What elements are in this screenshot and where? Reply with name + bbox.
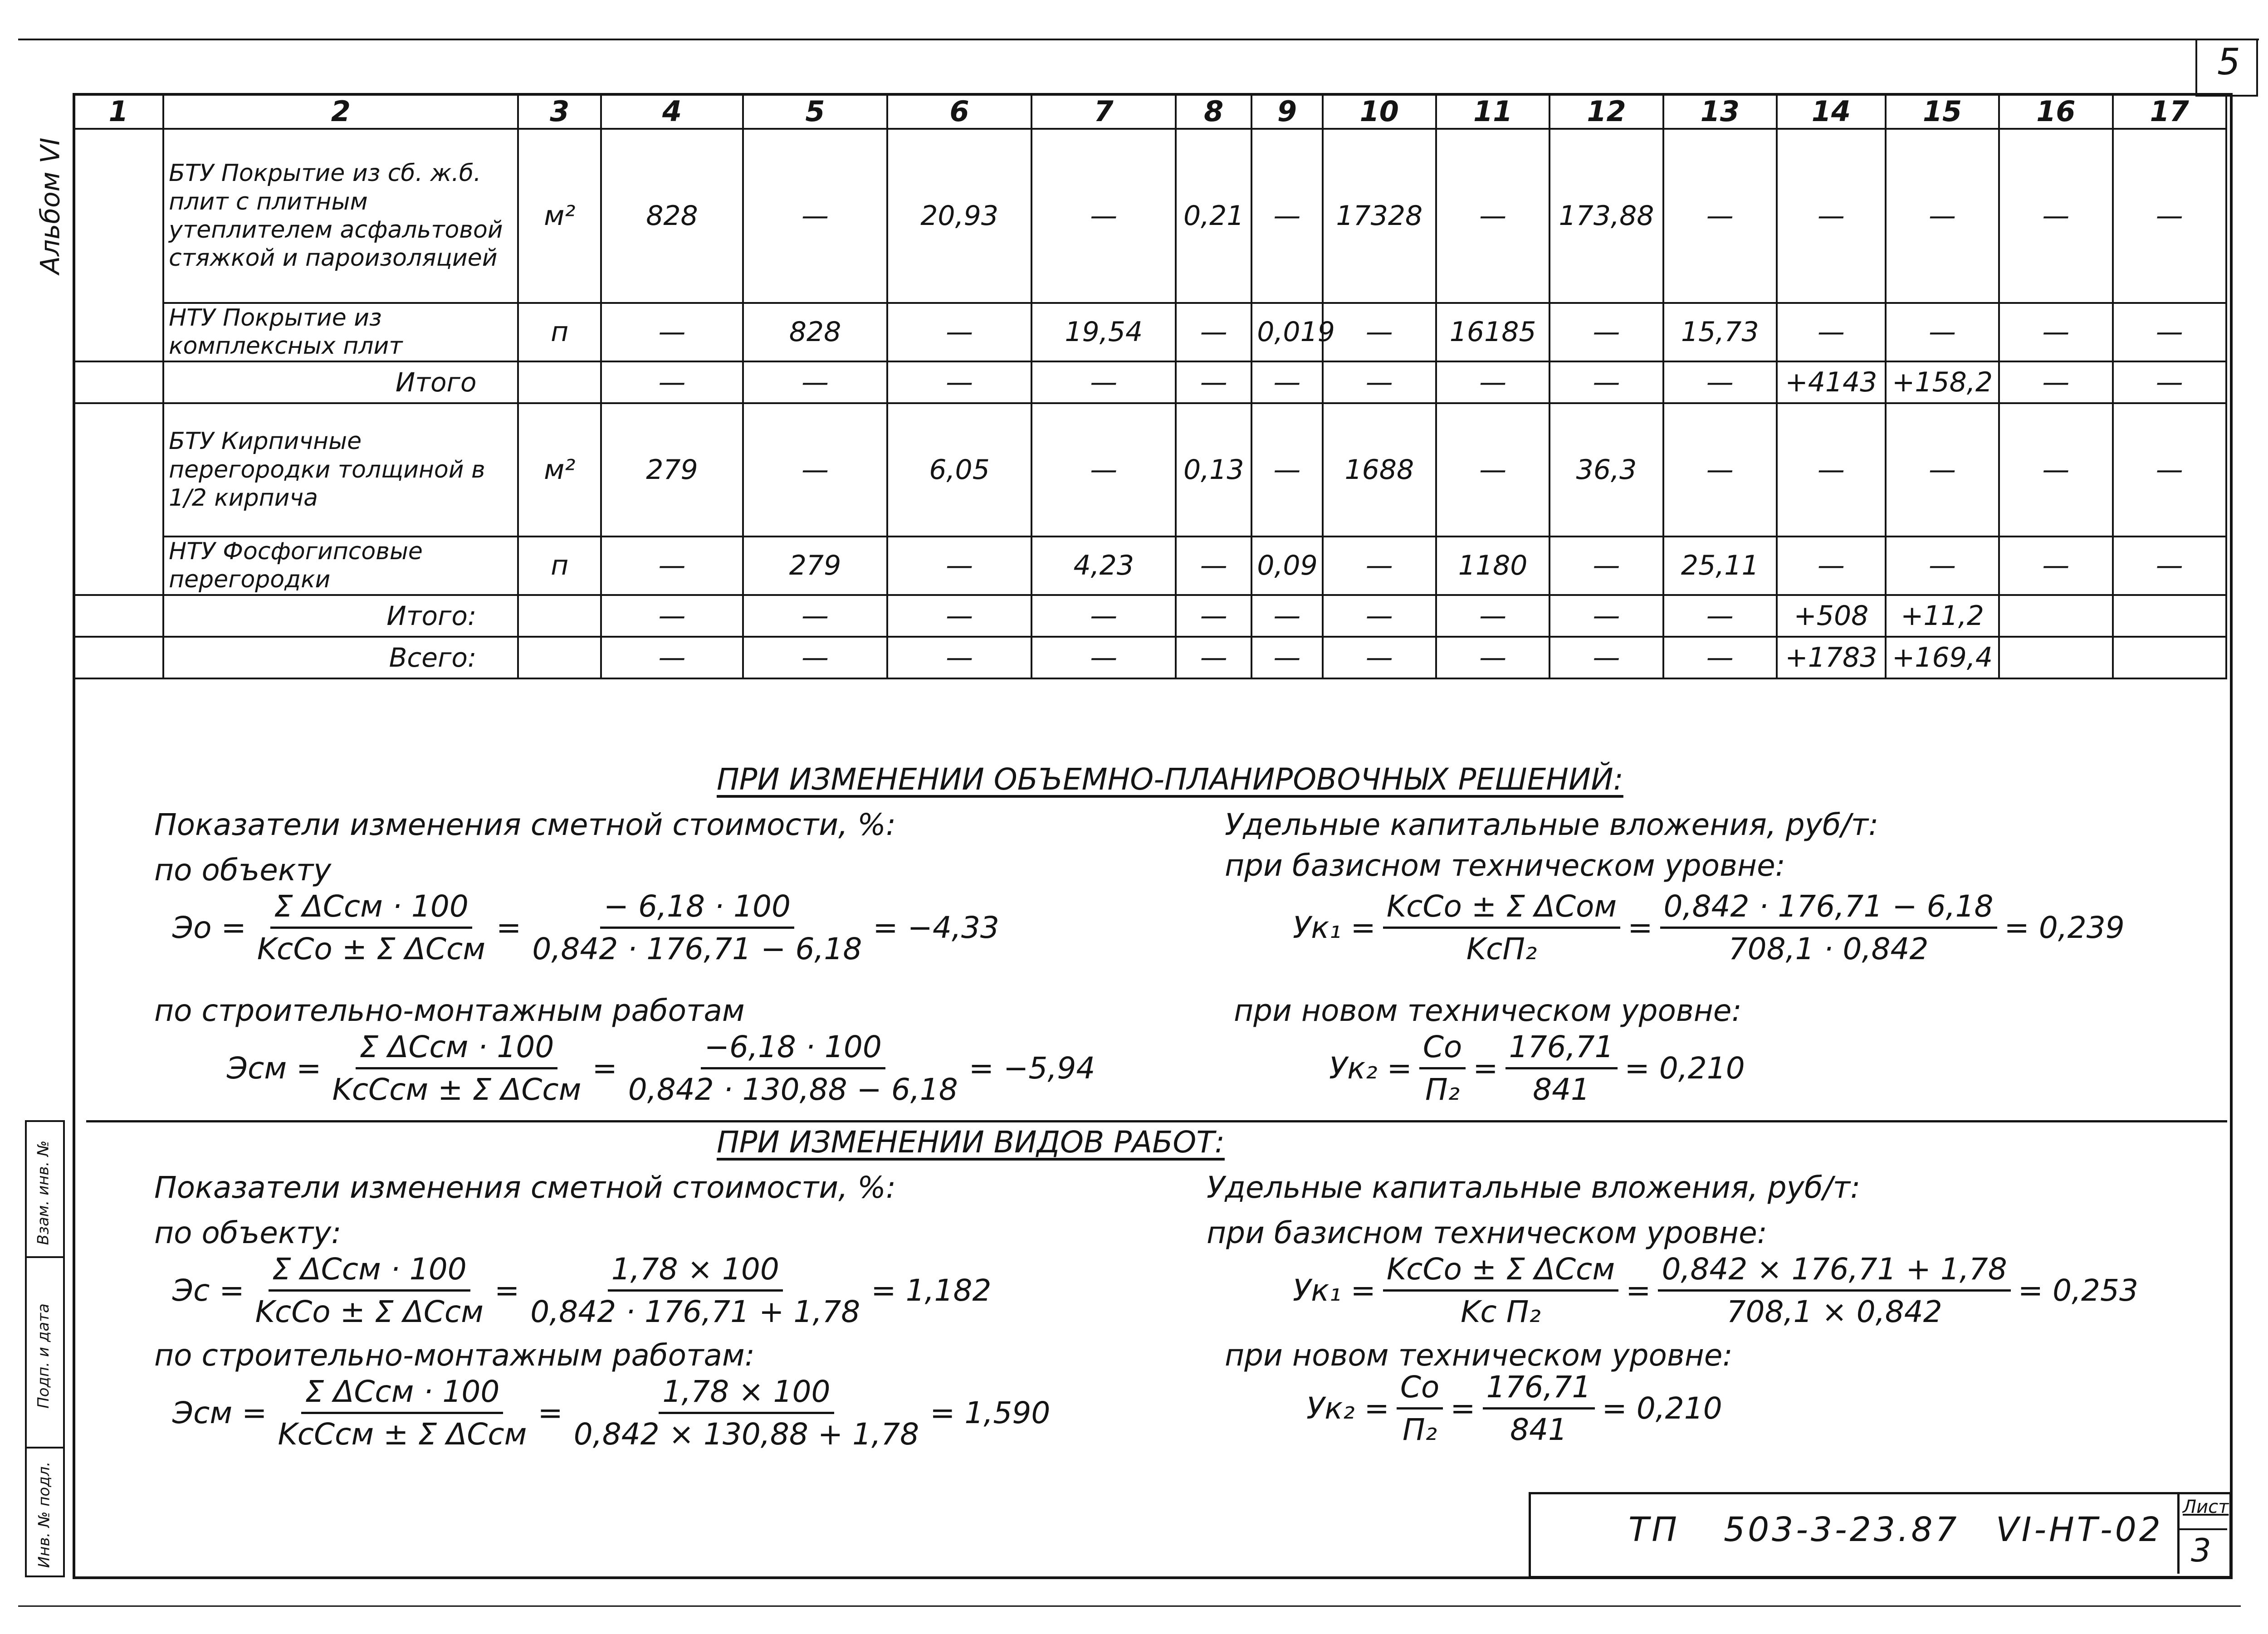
formula-denominator: KcCсм ± Σ ΔCсм xyxy=(332,1072,582,1107)
total-label: Всего: xyxy=(163,637,518,678)
formula-lhs: Эсм = xyxy=(227,1051,322,1086)
formula-denominator: 0,842 × 130,88 + 1,78 xyxy=(573,1417,919,1452)
formula-fraction xyxy=(328,1029,585,1107)
formula-denominator: KcCo ± Σ ΔCсм xyxy=(255,1294,484,1329)
table-cell: — xyxy=(887,361,1031,403)
col-header: 1 xyxy=(73,94,163,129)
table-cell: — xyxy=(1251,361,1322,403)
col-header: 13 xyxy=(1663,94,1777,129)
table-cell: — xyxy=(601,537,743,595)
side-strip-label: Инв. № подл. xyxy=(35,1461,54,1568)
table-cell: 173,88 xyxy=(1549,129,1663,303)
row-index-cell xyxy=(73,129,163,361)
table-cell: — xyxy=(1549,303,1663,361)
formula-numerator: KcCo ± Σ ΔCсм xyxy=(1383,1252,1618,1292)
subtotal-label: Итого xyxy=(163,361,518,403)
section2-formula-esm xyxy=(172,1374,1050,1452)
formula-denominator: KcCсм ± Σ ΔCсм xyxy=(278,1417,527,1452)
table-cell: — xyxy=(1999,537,2112,595)
table-cell xyxy=(518,595,601,637)
table-cell: — xyxy=(1999,403,2112,537)
formula-eq: = xyxy=(1473,1051,1498,1086)
formula-numerator: Σ ΔCсм · 100 xyxy=(301,1374,503,1414)
header-row xyxy=(73,94,2226,129)
section2-formula-uk2 xyxy=(1306,1370,1722,1447)
table-cell: 1688 xyxy=(1323,403,1436,537)
formula-numerator: Co xyxy=(1419,1029,1466,1069)
section2-formula-uk1 xyxy=(1293,1252,2138,1329)
table-cell: 828 xyxy=(601,129,743,303)
formula-denominator: П₂ xyxy=(1425,1072,1460,1107)
table-cell: — xyxy=(2113,303,2226,361)
side-strip-divider xyxy=(25,1256,65,1258)
table-cell: 0,019 xyxy=(1251,303,1322,361)
side-strip-label: Взам. инв. № xyxy=(34,1140,53,1245)
table-row xyxy=(73,129,2226,303)
formula-lhs: Ук₁ = xyxy=(1293,910,1376,945)
table-cell xyxy=(2113,637,2226,678)
formula-denominator: 841 xyxy=(1533,1072,1590,1107)
formula-lhs: Ук₂ = xyxy=(1306,1391,1389,1426)
table-cell: м² xyxy=(518,403,601,537)
table-cell: — xyxy=(743,595,887,637)
col-header: 8 xyxy=(1176,94,1251,129)
formula-numerator: 0,842 · 176,71 − 6,18 xyxy=(1660,889,1997,929)
subtotal-label: Итого: xyxy=(163,595,518,637)
btu-description: БТУ Кирпичные перегородки толщиной в 1/2 кирпича xyxy=(163,403,518,537)
formula-numerator: 176,71 xyxy=(1505,1029,1618,1069)
table-cell: 15,73 xyxy=(1663,303,1777,361)
formula-numerator: Σ ΔCсм · 100 xyxy=(356,1029,557,1069)
formula-lhs: Ук₁ = xyxy=(1293,1273,1376,1308)
section1-right-heading: Удельные капитальные вложения, руб/т: xyxy=(1225,807,1879,842)
formula-lhs: Ук₂ = xyxy=(1329,1051,1412,1086)
section2-left-heading: Показатели изменения сметной стоимости, %: xyxy=(154,1170,896,1205)
formula-eq: = xyxy=(494,1273,520,1308)
sheet-number: 3 xyxy=(2191,1532,2211,1569)
section1-left-heading: Показатели изменения сметной стоимости, %: xyxy=(154,807,896,842)
formula-fraction xyxy=(1383,1252,1618,1329)
formula-eq: = xyxy=(496,910,522,945)
table-cell: 0,09 xyxy=(1251,537,1322,595)
table-cell: м² xyxy=(518,129,601,303)
table-cell: — xyxy=(1436,361,1549,403)
table-cell: 19,54 xyxy=(1031,303,1176,361)
table-cell: — xyxy=(743,403,887,537)
table-cell xyxy=(1999,595,2112,637)
section1-title: ПРИ ИЗМЕНЕНИИ ОБЪЕМНО-ПЛАНИРОВОЧНЫХ РЕШЕНИЙ: xyxy=(717,762,1623,797)
table-cell: +508 xyxy=(1777,595,1886,637)
table-cell: — xyxy=(887,537,1031,595)
table-cell xyxy=(1999,637,2112,678)
col-header: 9 xyxy=(1251,94,1322,129)
formula-fraction xyxy=(1383,889,1620,966)
table-cell: — xyxy=(1031,403,1176,537)
table-cell: — xyxy=(1251,637,1322,678)
doc-code: 503-3-23.87 xyxy=(1724,1510,1960,1549)
formula-denominator: П₂ xyxy=(1403,1412,1437,1447)
formula-denominator: 708,1 × 0,842 xyxy=(1726,1294,1942,1329)
comparison-table xyxy=(73,93,2227,679)
formula-denominator: 841 xyxy=(1510,1412,1568,1447)
section1-new-label: при новом техническом уровне: xyxy=(1234,993,1742,1028)
side-strip-divider xyxy=(25,1447,65,1449)
section2-obj-label: по объекту: xyxy=(154,1215,342,1250)
doc-code-prefix: ТП xyxy=(1628,1510,1680,1549)
formula-numerator: KcCo ± Σ ΔCом xyxy=(1383,889,1620,929)
table-cell: — xyxy=(1436,129,1549,303)
formula-denominator: 708,1 · 0,842 xyxy=(1728,932,1929,966)
formula-eq: = xyxy=(538,1395,563,1430)
formula-fraction xyxy=(625,1029,962,1107)
table-cell: — xyxy=(1031,129,1176,303)
table-cell: — xyxy=(1663,361,1777,403)
table-cell: 6,05 xyxy=(887,403,1031,537)
table-cell: — xyxy=(1251,595,1322,637)
formula-numerator: 1,78 × 100 xyxy=(659,1374,834,1414)
ntu-description: НТУ Фосфогипсовые перегородки xyxy=(163,537,518,595)
table-cell: — xyxy=(743,637,887,678)
formula-fraction xyxy=(254,889,489,966)
col-header: 2 xyxy=(163,94,518,129)
table-cell: — xyxy=(887,595,1031,637)
table-cell: +11,2 xyxy=(1886,595,1999,637)
table-cell: — xyxy=(1886,129,1999,303)
table-cell xyxy=(518,637,601,678)
subtotal-row xyxy=(73,595,2226,637)
table-cell: — xyxy=(1031,361,1176,403)
formula-denominator: Kc П₂ xyxy=(1461,1294,1541,1329)
section2-right-heading: Удельные капитальные вложения, руб/т: xyxy=(1207,1170,1861,1205)
section1-obj-label: по объекту xyxy=(154,853,332,888)
table-cell: 25,11 xyxy=(1663,537,1777,595)
table-cell: — xyxy=(1251,403,1322,537)
formula-numerator: Σ ΔCсм · 100 xyxy=(269,1252,470,1292)
table-cell: — xyxy=(1663,595,1777,637)
table-cell: 279 xyxy=(743,537,887,595)
table-cell: +169,4 xyxy=(1886,637,1999,678)
section1-formula-uk2 xyxy=(1329,1029,1745,1107)
table-cell: 17328 xyxy=(1323,129,1436,303)
table-cell: — xyxy=(1999,361,2112,403)
table-cell: — xyxy=(1323,595,1436,637)
table-cell: — xyxy=(1886,303,1999,361)
col-header: 4 xyxy=(601,94,743,129)
table-cell: — xyxy=(1549,637,1663,678)
formula-result: = 0,239 xyxy=(2004,910,2125,945)
table-cell: — xyxy=(601,637,743,678)
table-cell: — xyxy=(1999,303,2112,361)
table-cell xyxy=(518,361,601,403)
table-cell: — xyxy=(1323,537,1436,595)
formula-result: = 0,210 xyxy=(1602,1391,1722,1426)
btu-description: БТУ Покрытие из сб. ж.б. плит с плитным утеплителем асфальтовой стяжкой и пароизоляцией xyxy=(163,129,518,303)
formula-denominator: 0,842 · 176,71 − 6,18 xyxy=(532,932,862,966)
section1-formula-uk1 xyxy=(1293,889,2125,966)
table-cell: п xyxy=(518,537,601,595)
table-cell: — xyxy=(2113,537,2226,595)
table-cell: — xyxy=(743,129,887,303)
row-index-cell xyxy=(73,403,163,595)
table-cell: — xyxy=(887,637,1031,678)
formula-eq: = xyxy=(1628,910,1653,945)
formula-fraction xyxy=(1505,1029,1618,1107)
side-strip-label: Подп. и дата xyxy=(34,1303,53,1409)
formula-fraction xyxy=(570,1374,923,1452)
section1-base-label: при базисном техническом уровне: xyxy=(1225,848,1785,883)
formula-denominator: KcП₂ xyxy=(1466,932,1537,966)
formula-result: = −5,94 xyxy=(968,1051,1095,1086)
table-row xyxy=(73,537,2226,595)
table-cell: — xyxy=(1323,637,1436,678)
formula-numerator: Co xyxy=(1397,1370,1443,1410)
table-cell: — xyxy=(1176,303,1251,361)
formula-eq: = xyxy=(592,1051,617,1086)
table-cell: — xyxy=(1663,403,1777,537)
table-cell: — xyxy=(1176,537,1251,595)
table-cell: — xyxy=(1031,595,1176,637)
sheet-label: Лист xyxy=(2183,1497,2229,1517)
formula-numerator: −6,18 · 100 xyxy=(701,1029,885,1069)
table-cell: — xyxy=(1549,361,1663,403)
col-header: 11 xyxy=(1436,94,1549,129)
row-index-cell xyxy=(73,595,163,637)
table-cell: — xyxy=(1176,595,1251,637)
formula-fraction xyxy=(1419,1029,1466,1107)
formula-result: = 1,590 xyxy=(930,1395,1051,1430)
formula-fraction xyxy=(274,1374,530,1452)
formula-numerator: − 6,18 · 100 xyxy=(600,889,794,929)
formula-result: = −4,33 xyxy=(873,910,999,945)
table-cell: — xyxy=(601,361,743,403)
formula-lhs: Эо = xyxy=(172,910,246,945)
section1-formula-eo xyxy=(172,889,999,966)
formula-fraction xyxy=(528,889,865,966)
row-index-cell xyxy=(73,361,163,403)
table-cell: — xyxy=(1777,537,1886,595)
sheet-box-divider xyxy=(2177,1492,2180,1574)
top-border-line xyxy=(18,39,2259,40)
formula-denominator: KcCo ± Σ ΔCсм xyxy=(257,932,486,966)
row-index-cell xyxy=(73,637,163,678)
col-header: 5 xyxy=(743,94,887,129)
section1-smr-label: по строительно-монтажным работам xyxy=(154,993,745,1028)
table-cell: — xyxy=(1663,129,1777,303)
table-cell: — xyxy=(2113,361,2226,403)
formula-fraction xyxy=(1397,1370,1443,1447)
section-divider xyxy=(86,1120,2227,1122)
table-cell: — xyxy=(1999,129,2112,303)
formula-numerator: 176,71 xyxy=(1483,1370,1595,1410)
table-cell: 279 xyxy=(601,403,743,537)
formula-lhs: Эс = xyxy=(172,1273,244,1308)
table-cell xyxy=(2113,595,2226,637)
table-cell: — xyxy=(743,361,887,403)
formula-denominator: 0,842 · 176,71 + 1,78 xyxy=(530,1294,860,1329)
section2-new-label: при новом техническом уровне: xyxy=(1225,1338,1733,1373)
col-header: 7 xyxy=(1031,94,1176,129)
formula-fraction xyxy=(1483,1370,1595,1447)
table-cell: — xyxy=(887,303,1031,361)
table-cell: — xyxy=(1886,537,1999,595)
formula-fraction xyxy=(527,1252,864,1329)
col-header: 3 xyxy=(518,94,601,129)
section2-title: ПРИ ИЗМЕНЕНИИ ВИДОВ РАБОТ: xyxy=(717,1125,1225,1160)
table-cell: — xyxy=(1436,595,1549,637)
table-cell: п xyxy=(518,303,601,361)
bottom-border-line xyxy=(18,1605,2241,1607)
table-cell: — xyxy=(1777,129,1886,303)
table-cell: 1180 xyxy=(1436,537,1549,595)
col-header: 12 xyxy=(1549,94,1663,129)
table-cell: — xyxy=(2113,403,2226,537)
table-cell: — xyxy=(1777,303,1886,361)
formula-fraction xyxy=(1658,1252,2010,1329)
table-cell: — xyxy=(1549,595,1663,637)
ntu-description: НТУ Покрытие из комплексных плит xyxy=(163,303,518,361)
section2-smr-label: по строительно-монтажным работам: xyxy=(154,1338,755,1373)
section2-base-label: при базисном техническом уровне: xyxy=(1207,1215,1767,1250)
col-header: 6 xyxy=(887,94,1031,129)
table-cell: 0,13 xyxy=(1176,403,1251,537)
table-cell: — xyxy=(1549,537,1663,595)
table-cell: 0,21 xyxy=(1176,129,1251,303)
table-cell: 16185 xyxy=(1436,303,1549,361)
formula-result: = 0,253 xyxy=(2018,1273,2139,1308)
table-cell: 4,23 xyxy=(1031,537,1176,595)
formula-numerator: 0,842 × 176,71 + 1,78 xyxy=(1658,1252,2010,1292)
table-cell: — xyxy=(1251,129,1322,303)
table-cell: — xyxy=(1777,403,1886,537)
table-cell: +4143 xyxy=(1777,361,1886,403)
formula-result: = 1,182 xyxy=(871,1273,992,1308)
album-label: Альбом VI xyxy=(34,137,66,274)
formula-denominator: 0,842 · 130,88 − 6,18 xyxy=(628,1072,958,1107)
formula-numerator: Σ ΔCсм · 100 xyxy=(270,889,472,929)
col-header: 17 xyxy=(2113,94,2226,129)
formula-eq: = xyxy=(1626,1273,1651,1308)
table-cell: 36,3 xyxy=(1549,403,1663,537)
subtotal-row xyxy=(73,361,2226,403)
table-cell: — xyxy=(2113,129,2226,303)
section1-formula-esm xyxy=(227,1029,1095,1107)
page-number: 5 xyxy=(2217,41,2240,83)
table-row xyxy=(73,403,2226,537)
table-cell: 828 xyxy=(743,303,887,361)
table-cell: — xyxy=(1176,361,1251,403)
doc-suffix: VI-НТ-02 xyxy=(1996,1510,2163,1549)
table-cell: +1783 xyxy=(1777,637,1886,678)
table-cell: — xyxy=(1031,637,1176,678)
table-cell: — xyxy=(601,303,743,361)
table-row xyxy=(73,303,2226,361)
col-header: 16 xyxy=(1999,94,2112,129)
table-cell: — xyxy=(1436,403,1549,537)
formula-result: = 0,210 xyxy=(1624,1051,1745,1086)
total-row xyxy=(73,637,2226,678)
table-cell: — xyxy=(1323,361,1436,403)
section2-formula-ec xyxy=(172,1252,992,1329)
formula-eq: = xyxy=(1450,1391,1476,1426)
formula-fraction xyxy=(1660,889,1997,966)
formula-numerator: 1,78 × 100 xyxy=(608,1252,783,1292)
table-cell: +158,2 xyxy=(1886,361,1999,403)
col-header: 14 xyxy=(1777,94,1886,129)
table-cell: — xyxy=(1323,303,1436,361)
sheet-box-divider xyxy=(2177,1528,2227,1530)
col-header: 15 xyxy=(1886,94,1999,129)
table-cell: — xyxy=(1436,637,1549,678)
formula-lhs: Эсм = xyxy=(172,1395,267,1430)
formula-fraction xyxy=(252,1252,487,1329)
table-cell: — xyxy=(601,595,743,637)
table-cell: — xyxy=(1663,637,1777,678)
table-cell: — xyxy=(1176,637,1251,678)
col-header: 10 xyxy=(1323,94,1436,129)
table-cell: 20,93 xyxy=(887,129,1031,303)
table-cell: — xyxy=(1886,403,1999,537)
